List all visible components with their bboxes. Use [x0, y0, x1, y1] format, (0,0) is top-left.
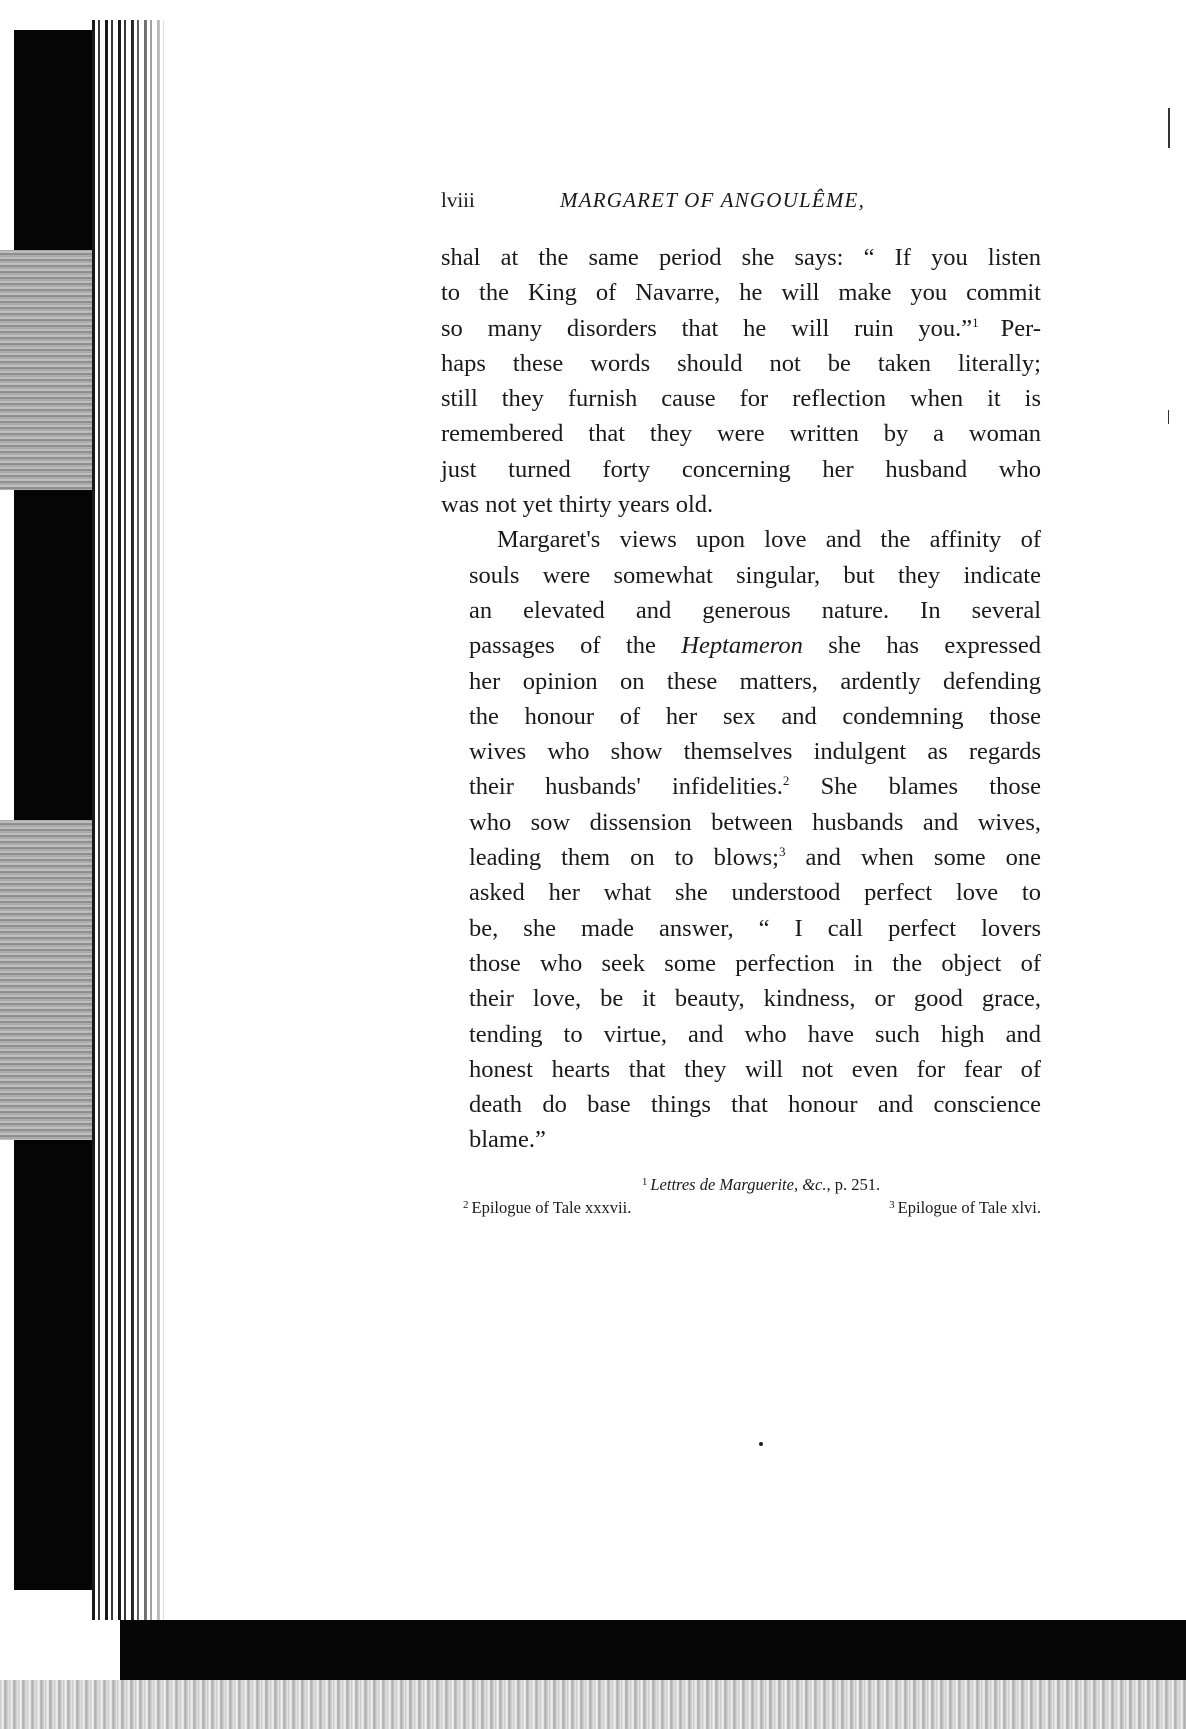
footnote-row — [441, 1195, 1041, 1218]
text-line: remembered that they were written by a woman — [441, 420, 1041, 448]
footnote-mark: 3 — [889, 1198, 895, 1211]
footnote-mark: 2 — [463, 1198, 469, 1211]
text-line: who sow dissension between husbands and wives, — [469, 808, 1041, 836]
footnotes — [441, 1172, 1041, 1218]
text-fragment: She blames those — [820, 773, 1041, 801]
book-page — [441, 188, 1041, 1218]
text-line: shal at the same period she says: “ If you listen — [441, 244, 1041, 271]
footnote-page: , p. 251. — [826, 1174, 881, 1194]
book-title-italic: Heptameron — [681, 632, 803, 660]
text-line: the honour of her sex and condemning those — [469, 702, 1041, 730]
text-line: Margaret's views upon love and the affinity of — [497, 526, 1041, 554]
bottom-scan-noise — [0, 1680, 1186, 1729]
right-margin-mark-small — [1168, 410, 1169, 424]
scan-speck — [759, 1442, 763, 1446]
footnote-1 — [441, 1172, 1041, 1195]
text-line: just turned forty concerning her husband who — [441, 455, 1041, 483]
spine-gray-band-lower — [0, 820, 92, 1140]
text-fragment: Per- — [1000, 314, 1041, 342]
text-line: those who seek some perfection in the object of — [469, 949, 1041, 977]
text-line: still they furnish cause for reflection when it is — [441, 385, 1041, 413]
page-edge-fade — [130, 20, 170, 1620]
text-fragment: passages of the — [469, 632, 656, 660]
bottom-page-shadow — [120, 1620, 1186, 1680]
text-fragment: and when some one — [805, 844, 1041, 872]
footnote-ref-3: 3 — [778, 844, 786, 860]
text-fragment: their husbands' infidelities. — [469, 773, 783, 801]
right-margin-mark — [1168, 108, 1170, 148]
spine-gray-band-upper — [0, 250, 92, 490]
footnote-ref-2: 2 — [782, 773, 790, 789]
text-line: an elevated and generous nature. In several — [469, 596, 1041, 624]
text-line — [441, 311, 1041, 346]
running-header — [441, 188, 1041, 228]
text-line: honest hearts that they will not even for fear of — [469, 1055, 1041, 1083]
footnote-text: Epilogue of Tale xlvi. — [897, 1197, 1041, 1217]
paragraph-2 — [441, 522, 1041, 1157]
text-fragment: leading them on to blows; — [469, 844, 779, 872]
text-line: was not yet thirty years old. — [441, 491, 714, 519]
footnote-3 — [889, 1195, 1041, 1218]
text-line — [441, 840, 1041, 875]
footnote-2 — [463, 1195, 631, 1218]
footnote-ref-1: 1 — [972, 314, 979, 330]
text-line: wives who show themselves indulgent as regards — [469, 738, 1041, 766]
text-line: be, she made answer, “ I call perfect lovers — [469, 914, 1041, 942]
text-line: asked her what she understood perfect love to — [469, 879, 1041, 907]
text-line: to the King of Navarre, he will make you commit — [441, 279, 1041, 307]
footnote-mark: 1 — [641, 1175, 648, 1188]
text-line: haps these words should not be taken literally; — [441, 349, 1041, 377]
running-title: MARGARET OF ANGOULÊME, — [560, 188, 866, 212]
text-line: souls were somewhat singular, but they indicate — [469, 561, 1041, 589]
footnote-source-title: Lettres de Marguerite, &c. — [650, 1174, 827, 1194]
text-line: her opinion on these matters, ardently defending — [469, 667, 1041, 695]
footnote-text: Epilogue of Tale xxxvii. — [471, 1197, 632, 1217]
text-line: blame.” — [469, 1126, 546, 1154]
paragraph-1 — [441, 240, 1041, 522]
text-line: tending to virtue, and who have such high and — [469, 1020, 1041, 1048]
text-line: their love, be it beauty, kindness, or good grace, — [469, 985, 1041, 1013]
text-line — [441, 628, 1041, 663]
text-line: death do base things that honour and conscience — [469, 1091, 1041, 1119]
text-line — [441, 769, 1041, 804]
text-fragment: she has expressed — [828, 632, 1041, 660]
book-spine-scan — [0, 0, 170, 1729]
page-number: lviii — [441, 188, 475, 212]
text-fragment: so many disorders that he will ruin you.” — [441, 314, 973, 342]
